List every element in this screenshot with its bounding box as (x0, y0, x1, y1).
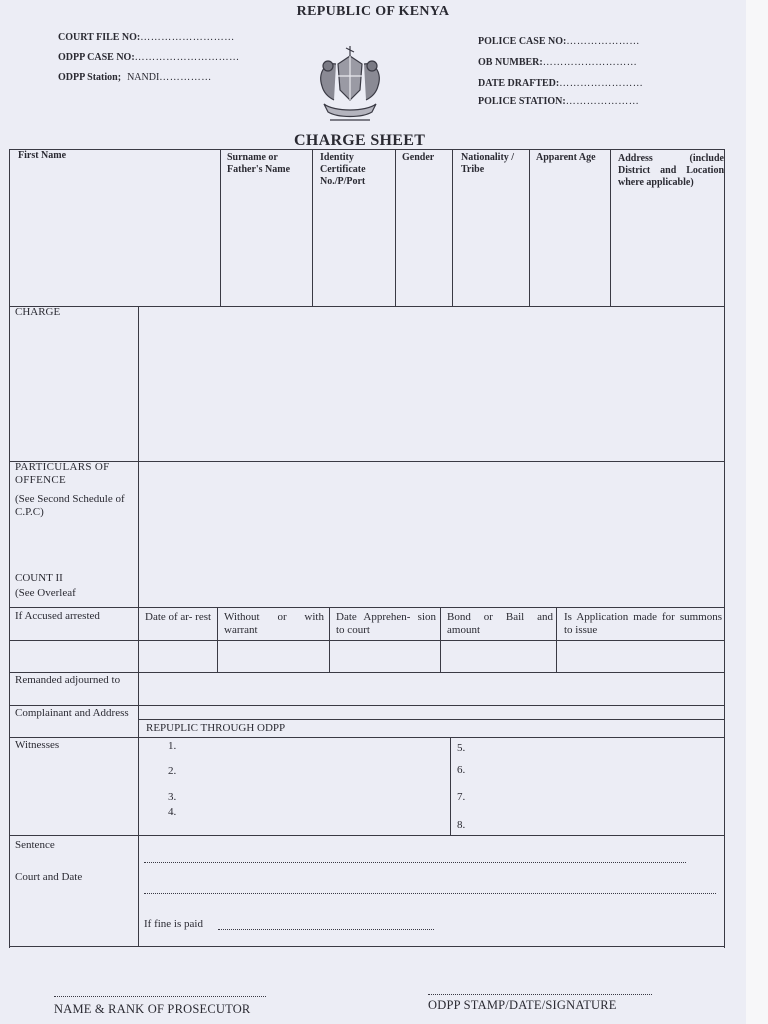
rule (556, 607, 557, 672)
rule (9, 672, 725, 673)
surname-header: Surname or Father's Name (227, 152, 291, 175)
odpp-station-field[interactable] (58, 72, 212, 83)
rule (395, 149, 396, 306)
witness-7: 7. (457, 791, 466, 803)
particulars-label: PARTICULARS OF OFFENCE (15, 461, 110, 486)
date-drafted-label: DATE DRAFTED: (478, 78, 560, 89)
rule (450, 737, 451, 835)
odpp-station-value: NANDI (127, 72, 160, 83)
apparent-age-header: Apparent Age (536, 152, 596, 163)
witness-8: 8. (457, 819, 466, 831)
police-case-field[interactable] (478, 36, 640, 47)
rule (138, 719, 725, 720)
rule (9, 640, 725, 641)
count-ii-label: COUNT II (15, 572, 63, 584)
coat-of-arms-icon (310, 42, 390, 124)
frame-left (9, 149, 10, 948)
rule (452, 149, 453, 306)
odpp-station-label: ODPP Station; (58, 72, 122, 83)
witness-2: 2. (168, 765, 177, 777)
odpp-case-field[interactable] (58, 52, 240, 63)
complainant-value: REPUPLIC THROUGH ODPP (146, 722, 286, 734)
sentence-label: Sentence (15, 839, 55, 851)
witness-3: 3. (168, 791, 177, 803)
court-file-label: COURT FILE NO: (58, 32, 141, 43)
dot-leader: ………………… (566, 36, 640, 47)
rule (529, 149, 530, 306)
count-ii-note: (See Overleaf (15, 587, 76, 599)
rule (440, 607, 441, 672)
warrant-header: Without or with warrant (224, 611, 324, 636)
gender-header: Gender (402, 152, 435, 163)
nationality-header: Nationality / Tribe (461, 152, 515, 175)
fine-paid-line[interactable] (218, 929, 434, 930)
odpp-case-label: ODPP CASE NO: (58, 52, 135, 63)
court-date-line[interactable] (144, 893, 716, 894)
first-name-header: First Name (18, 150, 67, 161)
sentence-line[interactable] (144, 862, 686, 863)
remanded-label: Remanded adjourned to (15, 674, 121, 686)
rule (217, 607, 218, 672)
bond-bail-header: Bond or Bail and amount (447, 611, 553, 636)
complainant-label: Complainant and Address (15, 707, 129, 719)
charge-sheet-title: CHARGE SHEET (294, 132, 426, 149)
witness-1: 1. (168, 740, 177, 752)
police-station-field[interactable] (478, 96, 639, 107)
rule (312, 149, 313, 306)
court-file-field[interactable] (58, 32, 235, 43)
rule (9, 607, 725, 608)
prosecutor-label: NAME & RANK OF PROSECUTOR (54, 1002, 251, 1016)
ob-number-field[interactable] (478, 57, 637, 68)
rule (329, 607, 330, 672)
date-apprehension-header: Date Apprehen- sion to court (336, 611, 436, 636)
frame-right (724, 149, 725, 948)
stamp-signature-line[interactable] (428, 994, 652, 995)
court-date-label: Court and Date (15, 871, 83, 883)
dot-leader: ……………………… (542, 57, 638, 68)
witness-6: 6. (457, 764, 466, 776)
rule (610, 149, 611, 306)
witnesses-label: Witnesses (15, 739, 60, 751)
witness-5: 5. (457, 742, 466, 754)
dot-leader: ……………………… (140, 32, 235, 43)
stamp-label: ODPP STAMP/DATE/SIGNATURE (428, 998, 617, 1012)
date-of-arrest-header: Date of ar- rest (145, 611, 212, 623)
police-case-label: POLICE CASE NO: (478, 36, 567, 47)
prosecutor-signature-line[interactable] (54, 996, 266, 997)
page-edge (746, 0, 768, 1024)
dot-leader: ………………… (565, 96, 640, 107)
particulars-note: (See Second Schedule of C.P.C) (15, 493, 125, 518)
dot-leader: ………………………… (134, 52, 240, 63)
rule (9, 835, 725, 836)
identity-header: Identity Certificate No./P/Port (320, 152, 366, 187)
fine-paid-label: If fine is paid (144, 918, 203, 930)
rule (9, 946, 725, 947)
dot-leader: …………………… (559, 78, 644, 89)
rule (220, 149, 221, 306)
police-station-label: POLICE STATION: (478, 96, 566, 107)
republic-heading: REPUBLIC OF KENYA (296, 4, 450, 19)
rule (9, 737, 725, 738)
application-header: Is Application made for summons to issue (564, 611, 722, 636)
charge-label: CHARGE (15, 306, 61, 318)
if-accused-label: If Accused arrested (15, 610, 100, 622)
dot-leader: …………… (159, 72, 212, 83)
rule (9, 705, 725, 706)
rule (138, 306, 139, 946)
ob-number-label: OB NUMBER: (478, 57, 543, 68)
address-header: Address (include District and Location where applicable) (618, 153, 724, 188)
date-drafted-field[interactable] (478, 78, 643, 89)
witness-4: 4. (168, 806, 177, 818)
